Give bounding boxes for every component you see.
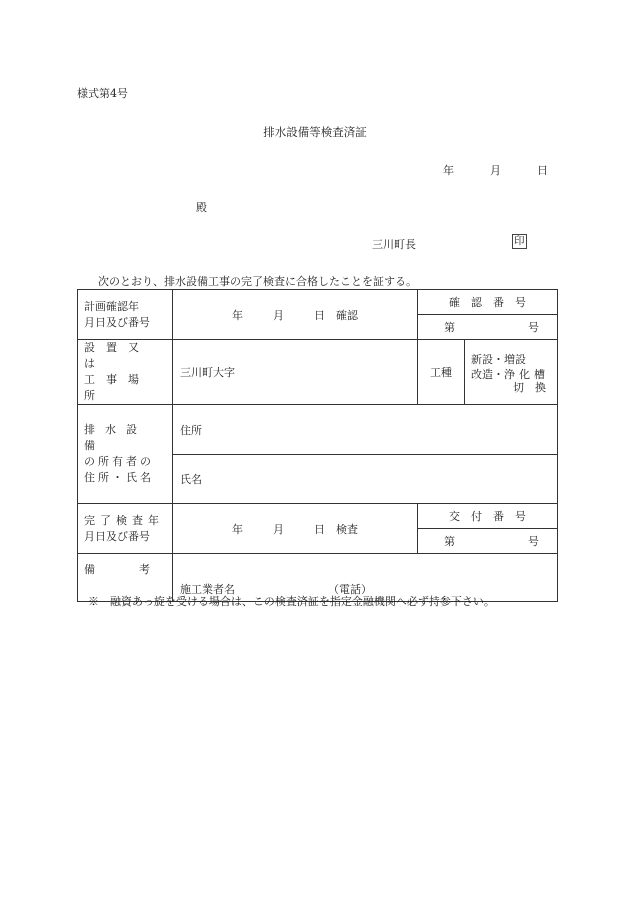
confirm-number-cell[interactable] — [418, 315, 558, 340]
owner-address-cell[interactable] — [173, 405, 558, 455]
document-title: 排水設備等検査済証 — [263, 125, 367, 139]
issuer-name: 三川町長 — [372, 238, 416, 251]
site-value: 三川町大字 — [180, 366, 235, 379]
complete-month: 月 — [273, 522, 284, 536]
certification-statement: 次のとおり、排水設備工事の完了検査に合格したことを証する。 — [98, 275, 417, 288]
work-type-line2: 改造・浄化槽 — [471, 367, 549, 381]
date-month: 月 — [490, 164, 501, 177]
phone-label: （電話） — [328, 583, 372, 596]
date-year: 年 — [443, 164, 454, 177]
contractor-label: 施工業者名 — [180, 583, 235, 596]
site-label-line2: 工事場所 — [84, 373, 150, 402]
owner-label-line3: 住所・氏名 — [84, 471, 154, 484]
seal-mark: 印 — [514, 235, 525, 247]
plan-year: 年 — [232, 308, 243, 322]
issue-date — [443, 162, 548, 178]
plan-label-line1: 計画確認年 — [84, 299, 139, 313]
work-type-line1: 新設・増設 — [471, 352, 526, 366]
work-type-label: 工種 — [418, 340, 465, 405]
issue-number-header: 交 付 番 号 — [418, 504, 558, 529]
complete-year: 年 — [232, 522, 243, 536]
complete-label-line1: 完了検査年 — [84, 513, 164, 527]
complete-date-label-cell — [78, 504, 173, 554]
address-label: 住所 — [180, 423, 202, 437]
inspection-form-table — [77, 289, 558, 602]
issue-no-prefix: 第 — [444, 535, 455, 548]
site-label-cell — [78, 340, 173, 405]
addressee-suffix: 殿 — [196, 201, 207, 214]
plan-month: 月 — [273, 308, 284, 322]
complete-day-inspect: 日 検査 — [314, 522, 358, 536]
remarks-label: 備 考 — [84, 563, 150, 576]
site-value-cell[interactable] — [173, 340, 418, 405]
owner-label-cell — [78, 405, 173, 504]
issue-number-cell[interactable] — [418, 529, 558, 554]
date-day: 日 — [537, 164, 548, 177]
plan-date-cell[interactable] — [173, 290, 418, 340]
complete-label-line2: 月日及び番号 — [84, 529, 150, 543]
work-type-cell[interactable] — [465, 340, 558, 405]
name-label: 氏名 — [180, 473, 202, 486]
form-number: 様式第4号 — [77, 87, 128, 100]
plan-date-label-cell — [78, 290, 173, 340]
confirm-no-suffix: 号 — [528, 321, 539, 334]
site-label-line1: 設置又は — [84, 341, 150, 370]
owner-label-line1: 排水設備 — [84, 423, 147, 452]
footnote: ※ 融資あっ旋を受ける場合は、この検査済証を指定金融機関へ必ず持参下さい。 — [88, 595, 495, 608]
complete-date-cell[interactable] — [173, 504, 418, 554]
confirm-number-header: 確 認 番 号 — [418, 290, 558, 315]
owner-name-cell[interactable] — [173, 455, 558, 504]
plan-label-line2: 月日及び番号 — [84, 315, 150, 329]
issue-no-suffix: 号 — [528, 535, 539, 548]
work-type-line3: 切 換 — [513, 380, 546, 394]
plan-day-confirm: 日 確認 — [314, 308, 358, 322]
owner-label-line2: の所有者の — [84, 455, 154, 468]
confirm-no-prefix: 第 — [444, 321, 455, 334]
